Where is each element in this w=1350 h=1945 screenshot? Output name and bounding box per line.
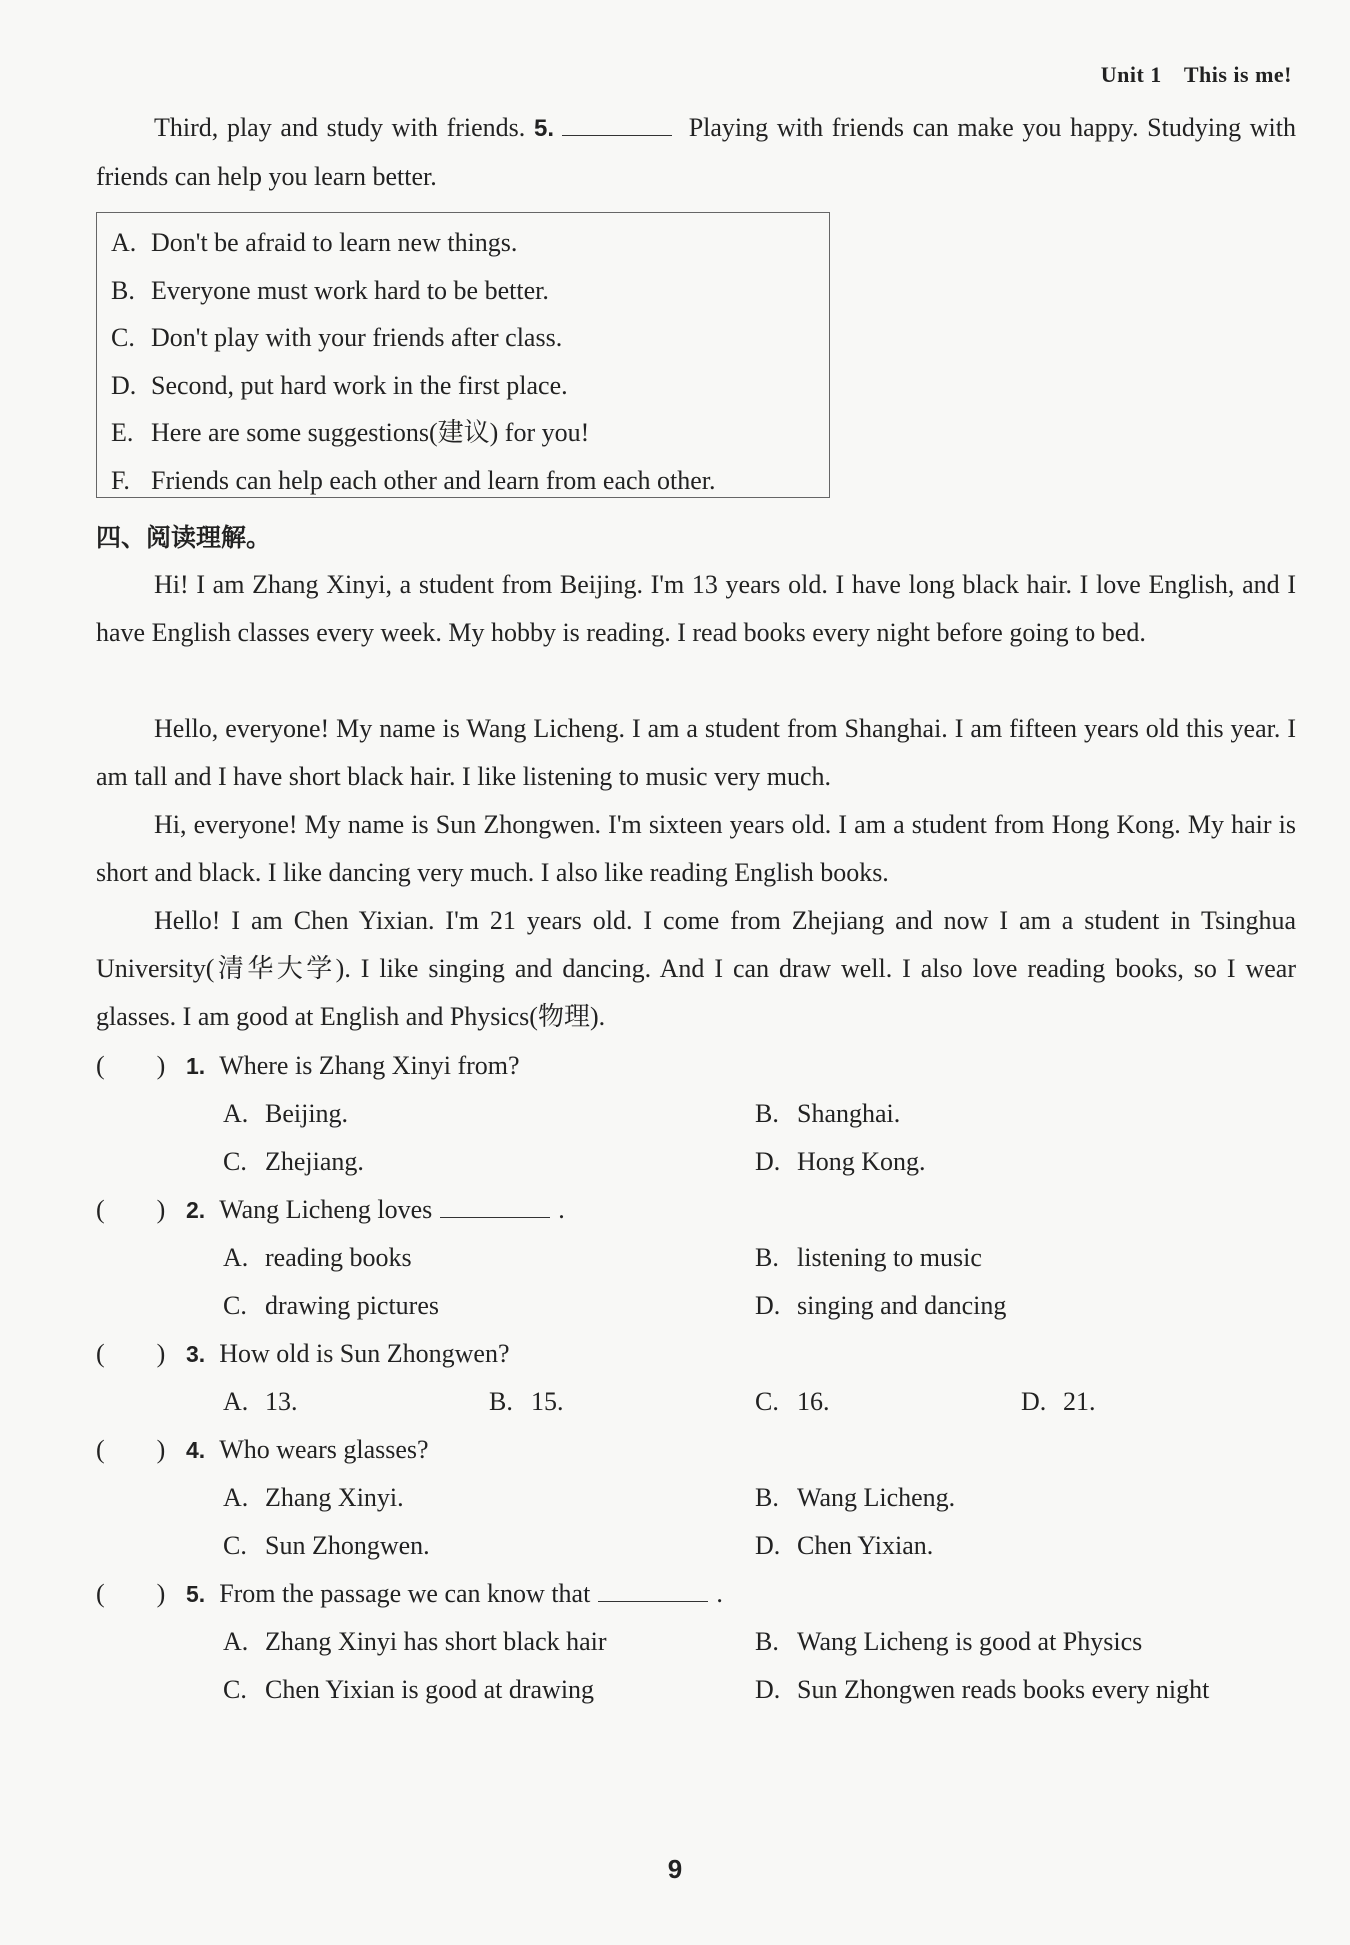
top-paragraph	[96, 104, 1296, 201]
question-5: ( ) 5. From the passage we can know that .	[96, 1574, 1296, 1614]
option-letter: B.	[755, 1627, 779, 1656]
answer-paren[interactable]: ( )	[96, 1339, 166, 1368]
answer-blank[interactable]	[562, 113, 672, 136]
option-letter: D.	[1021, 1387, 1047, 1416]
question-1-option-b[interactable]	[755, 1094, 900, 1134]
option-text: Friends can help each other and learn from each other.	[151, 465, 716, 495]
option-letter: D.	[755, 1291, 781, 1320]
option-text: Beijing.	[265, 1099, 349, 1128]
option-text: 13.	[265, 1387, 298, 1416]
option-text: Wang Licheng.	[797, 1483, 956, 1512]
option-letter: B.	[755, 1099, 779, 1128]
option-item	[111, 409, 829, 457]
question-3	[96, 1334, 1296, 1374]
option-letter: D.	[755, 1147, 781, 1176]
question-5-option-c[interactable]	[223, 1670, 594, 1710]
question-number: 1.	[186, 1053, 206, 1079]
option-text: Wang Licheng is good at Physics	[797, 1627, 1143, 1656]
question-text: How old is Sun Zhongwen?	[219, 1339, 510, 1368]
option-item	[111, 457, 829, 505]
option-letter: D.	[755, 1675, 781, 1704]
option-letter: C.	[755, 1387, 779, 1416]
question-2-option-b[interactable]	[755, 1238, 982, 1278]
option-text: Chen Yixian.	[797, 1531, 934, 1560]
question-number: 2.	[186, 1197, 206, 1223]
option-text: Second, put hard work in the first place.	[151, 370, 568, 400]
option-letter: D.	[111, 370, 137, 400]
option-text: Sun Zhongwen.	[265, 1531, 430, 1560]
question-2: ( ) 2. Wang Licheng loves .	[96, 1190, 1296, 1230]
option-letter: C.	[111, 323, 135, 352]
option-text: Zhang Xinyi.	[265, 1483, 404, 1512]
question-1-option-c[interactable]	[223, 1142, 364, 1182]
question-4-option-c[interactable]	[223, 1526, 430, 1566]
option-text: Shanghai.	[797, 1099, 901, 1128]
question-4	[96, 1430, 1296, 1470]
passage-3: Hi, everyone! My name is Sun Zhongwen. I'm sixteen years old. I am a student from Hong Kong. My hair is short and black. I like dancing very much. I also like reading English books.	[96, 810, 1296, 887]
question-5-option-d[interactable]	[755, 1670, 1209, 1710]
passage-1: Hi! I am Zhang Xinyi, a student from Beijing. I'm 13 years old. I have long black hair. I love English, and I have English classes every week. My hobby is reading. I read books every night before going to bed.	[96, 570, 1296, 647]
option-letter: B.	[111, 275, 135, 305]
question-text: From the passage we can know that	[219, 1579, 591, 1608]
question-number: 3.	[186, 1341, 206, 1367]
answer-paren[interactable]: ( )	[96, 1051, 166, 1080]
question-1-option-d[interactable]	[755, 1142, 926, 1182]
option-text: Here are some suggestions(建议) for you!	[151, 418, 590, 447]
passage-4: Hello! I am Chen Yixian. I'm 21 years old. I come from Zhejiang and now I am a student in Tsinghua University(清华大学). I like singing and dancing. And I can draw well. I also love reading books, so I wear glasses. I am good at English and Physics(物理).	[96, 906, 1296, 1031]
question-2-option-a[interactable]	[223, 1238, 412, 1278]
paragraph-text: Third, play and study with friends.	[154, 113, 534, 142]
option-item	[111, 362, 829, 410]
option-letter: A.	[223, 1099, 249, 1128]
option-letter: C.	[223, 1531, 247, 1560]
option-letter: E.	[111, 418, 134, 447]
question-4-option-d[interactable]	[755, 1526, 933, 1566]
option-text: drawing pictures	[265, 1291, 440, 1320]
option-item	[111, 267, 829, 315]
answer-paren[interactable]: ( )	[96, 1195, 166, 1224]
option-text: Everyone must work hard to be better.	[151, 275, 549, 305]
question-2-option-c[interactable]	[223, 1286, 439, 1326]
question-4-option-b[interactable]	[755, 1478, 955, 1518]
question-1-option-a[interactable]	[223, 1094, 348, 1134]
option-text: reading books	[265, 1243, 412, 1272]
option-text: Don't be afraid to learn new things.	[151, 228, 518, 257]
option-item	[111, 314, 829, 362]
question-text: Where is Zhang Xinyi from?	[219, 1051, 520, 1080]
unit-title: This is me!	[1183, 62, 1292, 87]
unit-label: Unit 1	[1100, 62, 1162, 87]
option-letter: A.	[111, 228, 137, 257]
question-text: Who wears glasses?	[219, 1435, 429, 1464]
option-letter: F.	[111, 465, 130, 495]
option-letter: C.	[223, 1147, 247, 1176]
options-box	[96, 212, 830, 498]
option-item	[111, 219, 829, 267]
page-number: 9	[667, 1854, 683, 1884]
question-number: 4.	[186, 1437, 206, 1463]
option-text: Chen Yixian is good at drawing	[265, 1675, 595, 1704]
question-text: Wang Licheng loves	[219, 1195, 433, 1224]
question-3-option-d[interactable]	[1021, 1382, 1096, 1422]
passage-2: Hello, everyone! My name is Wang Licheng. I am a student from Shanghai. I am fifteen years old this year. I am tall and I have short black hair. I like listening to music very much.	[96, 714, 1296, 791]
option-text: Hong Kong.	[797, 1147, 926, 1176]
option-text: 21.	[1063, 1387, 1096, 1416]
option-text: Sun Zhongwen reads books every night	[797, 1675, 1210, 1704]
option-letter: B.	[489, 1387, 513, 1416]
paragraph-text: Playing with friends can make you happy. Studying with friends can help you learn better.	[96, 113, 1296, 191]
option-letter: D.	[755, 1531, 781, 1560]
answer-blank[interactable]	[440, 1195, 550, 1218]
option-text: listening to music	[797, 1243, 982, 1272]
option-letter: A.	[223, 1483, 249, 1512]
option-text: singing and dancing	[797, 1291, 1007, 1320]
question-1	[96, 1046, 1296, 1086]
question-3-option-c[interactable]	[755, 1382, 830, 1422]
option-text: Zhejiang.	[265, 1147, 364, 1176]
answer-paren[interactable]: ( )	[96, 1579, 166, 1608]
question-number: 5.	[186, 1581, 206, 1607]
question-5-option-a[interactable]	[223, 1622, 607, 1662]
question-3-option-a[interactable]	[223, 1382, 298, 1422]
option-letter: C.	[223, 1675, 247, 1704]
page-header	[1101, 62, 1292, 88]
option-letter: A.	[223, 1243, 249, 1272]
question-4-option-a[interactable]	[223, 1478, 404, 1518]
option-text: Don't play with your friends after class.	[151, 323, 563, 352]
option-text: 15.	[531, 1387, 564, 1416]
option-letter: B.	[755, 1243, 779, 1272]
option-letter: B.	[755, 1483, 779, 1512]
option-text: Zhang Xinyi has short black hair	[265, 1627, 607, 1656]
question-3-option-b[interactable]	[489, 1382, 564, 1422]
question-2-option-d[interactable]	[755, 1286, 1006, 1326]
option-letter: C.	[223, 1291, 247, 1320]
option-text: 16.	[797, 1387, 830, 1416]
blank-number: 5.	[534, 115, 555, 142]
question-5-option-b[interactable]	[755, 1622, 1142, 1662]
option-letter: A.	[223, 1627, 249, 1656]
option-letter: A.	[223, 1387, 249, 1416]
answer-paren[interactable]: ( )	[96, 1435, 166, 1464]
section-title: 四、阅读理解。	[96, 523, 272, 552]
answer-blank[interactable]	[598, 1579, 708, 1602]
